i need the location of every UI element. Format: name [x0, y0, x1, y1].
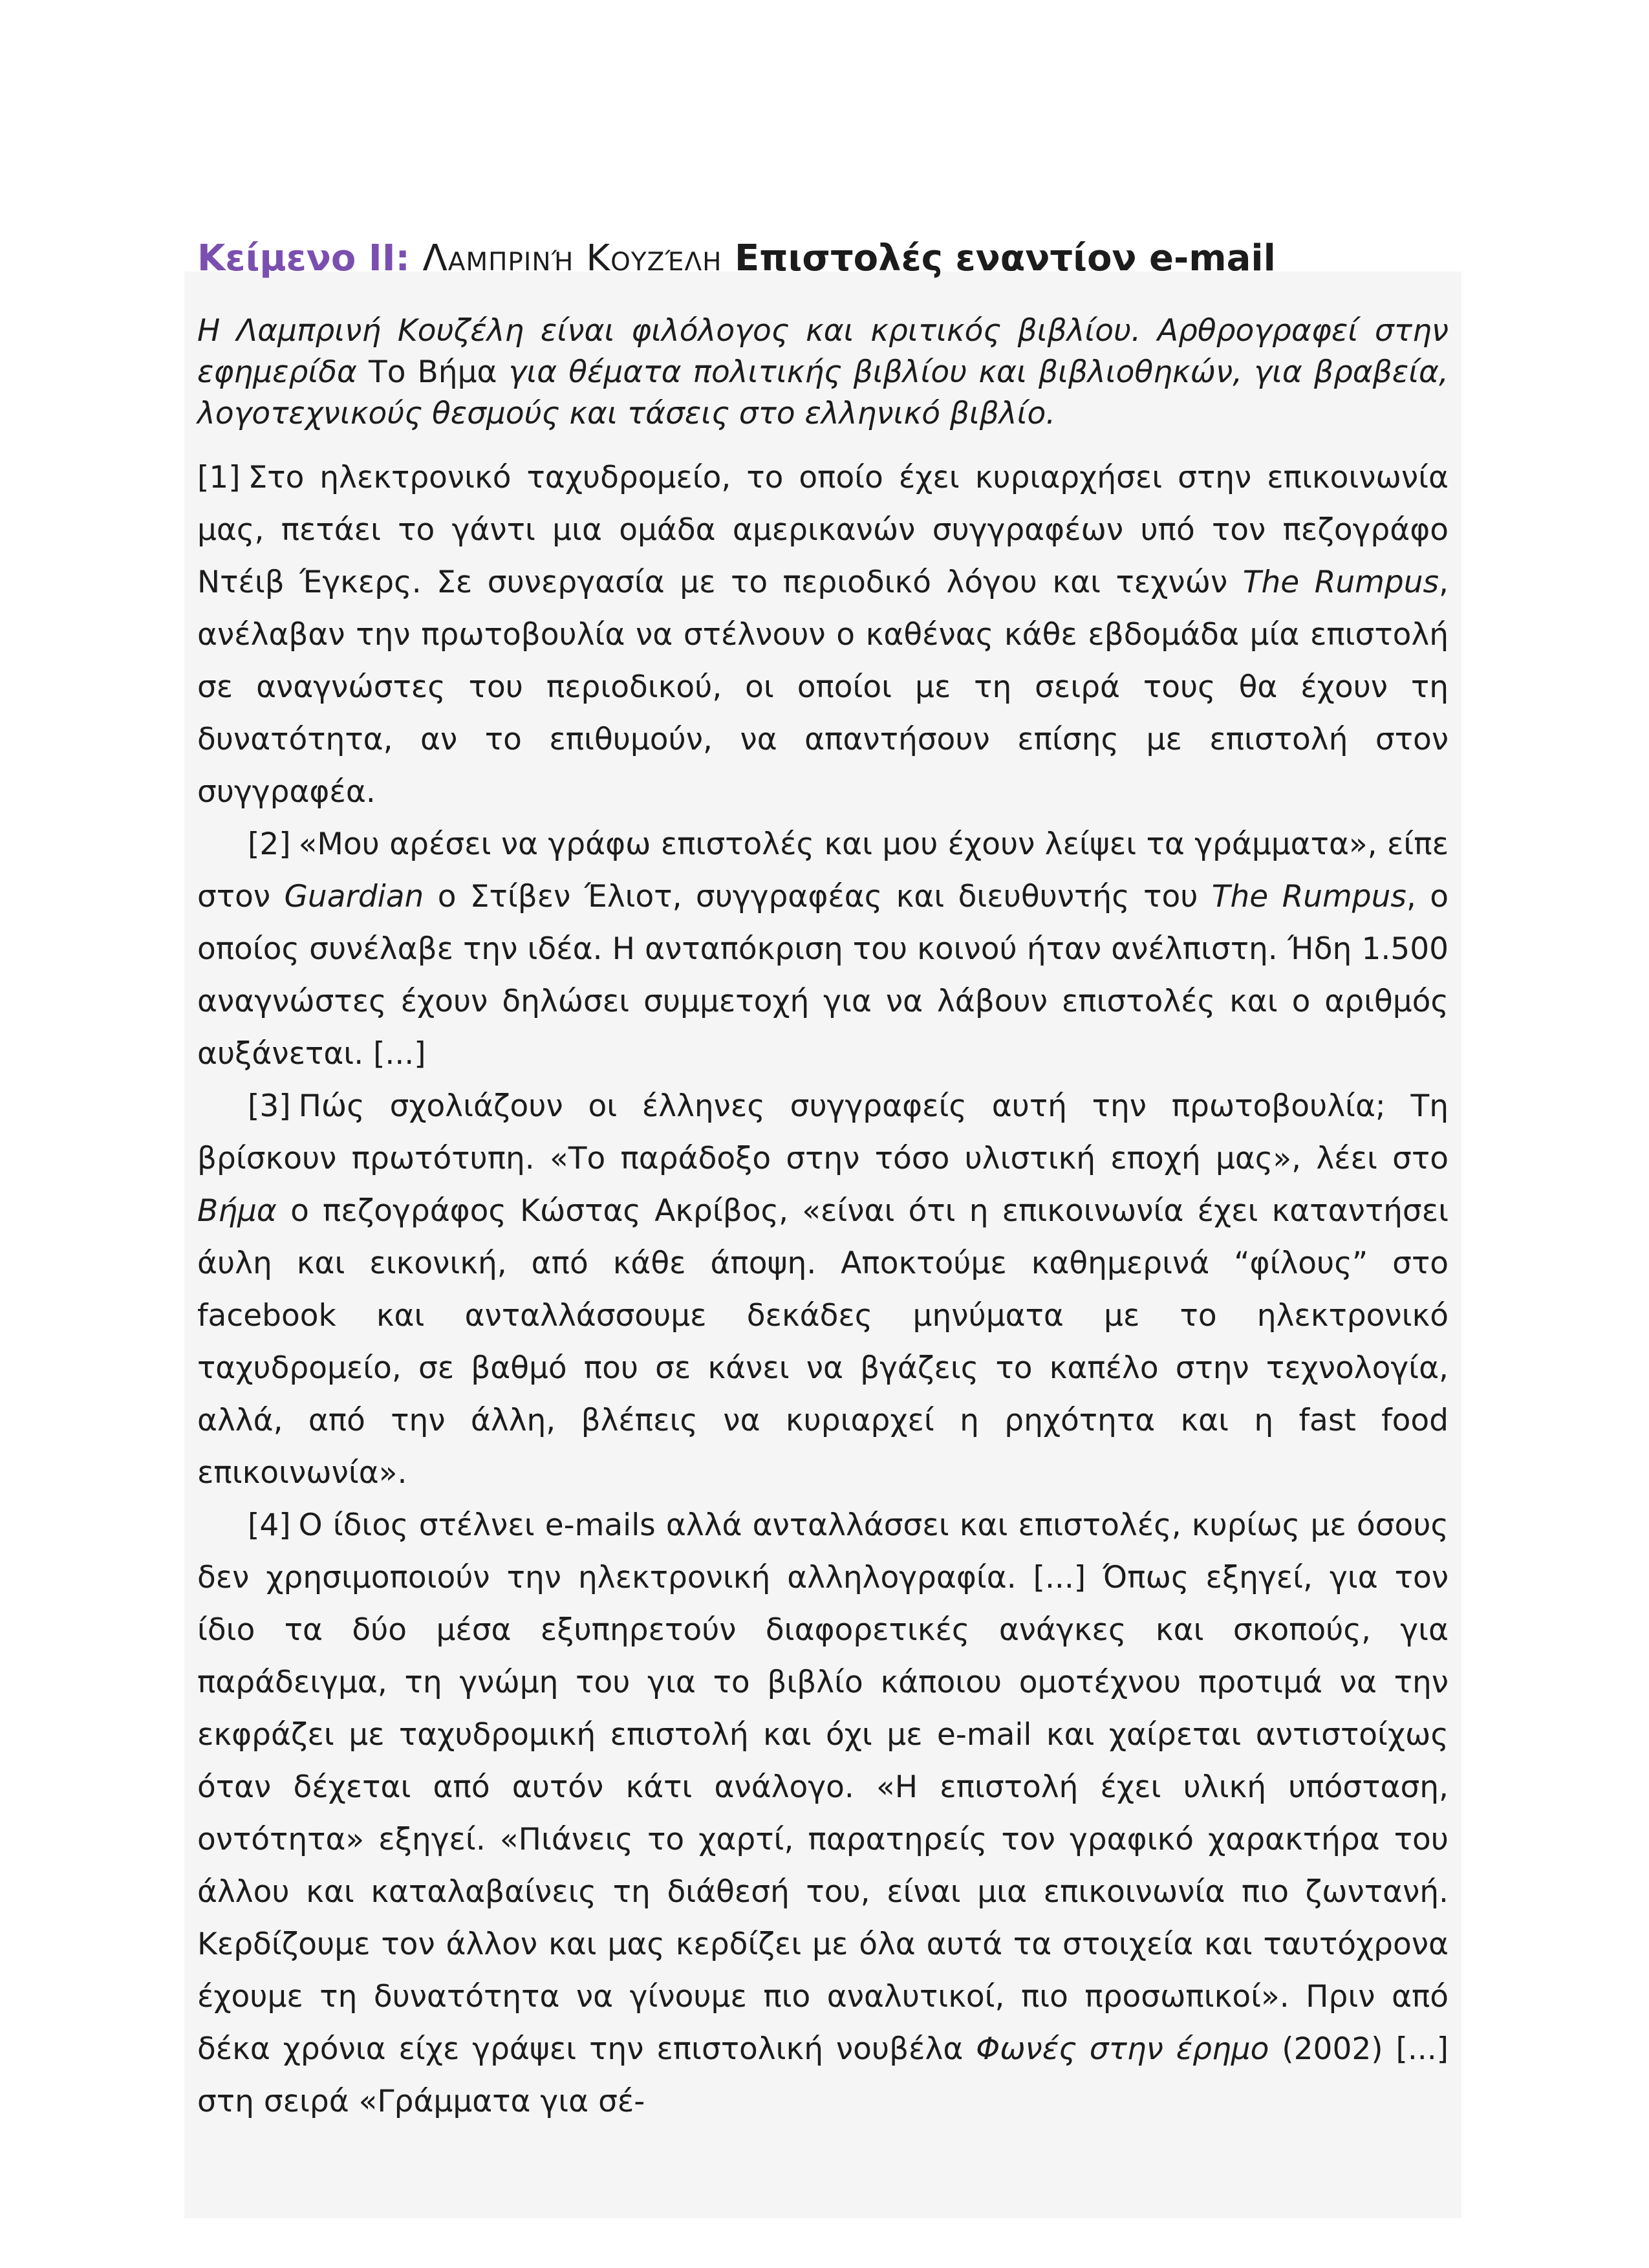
paragraph-4-novella: Φωνές στην έρημο [976, 2031, 1269, 2067]
paragraph-2-text-a: «Μου αρέσει να γράφω επιστολές και μου έχουν λείψει τα γράμματα», είπε στον [197, 826, 1449, 914]
paragraph-1-magazine: The Rumpus [1242, 565, 1439, 600]
heading-author: Λαμπρινή Κουζέλη [422, 237, 722, 279]
paragraph-2-text-b: ο Στίβεν Έλιοτ, συγγραφέας και διευθυντής του [424, 879, 1212, 914]
paragraph-4 [197, 1499, 1449, 2128]
paragraph-3-text-b: ο πεζογράφος Κώστας Ακρίβος, «είναι ότι η επικοινωνία έχει καταντήσει άυλη και εικονική, από κάθε άποψη. Αποκτούμε καθημερινά “φίλους” στο facebook και ανταλλάσσουμε δεκάδες μηνύματα με το ηλεκτρονικό ταχυδρομείο, σε βαθμό που σε κάνει να βγάζεις το καπέλο στην τεχνολογία, αλλά, από την άλλη, βλέπεις να κυριαρχεί η ρηχότητα και η fast food επικοινωνία». [197, 1193, 1449, 1491]
heading-label: Κείμενο ΙΙ: [197, 237, 410, 279]
paragraph-2-text-c: , ο οποίος συνέλαβε την ιδέα. Η ανταπόκριση του κοινού ήταν ανέλπιστη. Ήδη 1.500 αναγνώστες έχουν δηλώσει συμμετοχή για να λάβουν επιστολές και ο αριθμός αυξάνεται. [...] [197, 879, 1449, 1072]
paragraph-2-marker: [2] [248, 826, 291, 862]
intro-text-1: Η Λαμπρινή Κουζέλη είναι φιλόλογος και κριτικός βιβλίου. Αρθρογραφεί στην εφημερίδα [197, 313, 1449, 390]
paragraph-4-text-b: (2002) [...] στη σειρά «Γράμματα για σέ- [197, 2031, 1449, 2119]
section-heading [197, 233, 1449, 285]
paragraph-1-marker: [1] [197, 460, 241, 495]
paragraph-2 [197, 818, 1449, 1080]
paragraph-3-marker: [3] [248, 1088, 291, 1124]
author-intro [197, 310, 1449, 435]
paragraph-2-newspaper: Guardian [284, 879, 424, 914]
paragraph-3-text-a: Πώς σχολιάζουν οι έλληνες συγγραφείς αυτή την πρωτοβουλία; Τη βρίσκουν πρωτότυπη. «Το παράδοξο στην τόσο υλιστική εποχή μας», λέει στο [197, 1088, 1449, 1176]
document-body [197, 233, 1449, 2128]
paragraph-1-text-b: , ανέλαβαν την πρωτοβουλία να στέλνουν ο καθένας κάθε εβδομάδα μία επιστολή σε αναγνώστες του περιοδικού, οι οποίοι με τη σειρά τους θα έχουν τη δυνατότητα, αν το επιθυμούν, να απαντήσουν επίσης με επιστολή στον συγγραφέα. [197, 565, 1449, 810]
heading-title: Επιστολές εναντίον e-mail [734, 237, 1276, 279]
paragraph-4-text-a: Ο ίδιος στέλνει e-mails αλλά ανταλλάσσει και επιστολές, κυρίως με όσους δεν χρησιμοποιούν την ηλεκτρονική αλληλογραφία. [...] Όπως εξηγεί, για τον ίδιο τα δύο μέσα εξυπηρετούν διαφορετικές ανάγκες και σκοπούς, για παράδειγμα, τη γνώμη του για το βιβλίο κάποιου ομοτέχνου προτιμά να την εκφράζει με ταχυδρομική επιστολή και όχι με e-mail και χαίρεται αντιστοίχως όταν δέχεται από αυτόν κάτι ανάλογο. «Η επιστολή έχει υλική υπόσταση, οντότητα» εξηγεί. «Πιάνεις το χαρτί, παρατηρείς τον γραφικό χαρακτήρα του άλλου και καταλαβαίνεις τη διάθεσή του, είναι μια επικοινωνία πιο ζωντανή. Κερδίζουμε τον άλλον και μας κερδίζει με όλα αυτά τα στοιχεία και ταυτόχρονα έχουμε τη δυνατότητα να γίνουμε πιο αναλυτικοί, πιο προσωπικοί». Πριν από δέκα χρόνια είχε γράψει την επιστολική νουβέλα [197, 1507, 1449, 2067]
paragraph-3-newspaper: Βήμα [197, 1193, 277, 1229]
intro-newspaper: Το Βήμα [369, 354, 497, 390]
intro-text-2: για θέματα πολιτικής βιβλίου και βιβλιοθηκών, για βραβεία, λογοτεχνικούς θεσμούς και τάσεις στο ελληνικό βιβλίο. [197, 354, 1449, 431]
paragraph-1 [197, 451, 1449, 818]
paragraph-2-magazine: The Rumpus [1211, 879, 1406, 914]
paragraph-4-marker: [4] [248, 1507, 291, 1543]
paragraph-1-text-a: Στο ηλεκτρονικό ταχυδρομείο, το οποίο έχει κυριαρχήσει στην επικοινωνία μας, πετάει το γάντι μια ομάδα αμερικανών συγγραφέων υπό τον πεζογράφο Ντέιβ Έγκερς. Σε συνεργασία με το περιοδικό λόγου και τεχνών [197, 460, 1449, 600]
paragraph-3 [197, 1080, 1449, 1499]
